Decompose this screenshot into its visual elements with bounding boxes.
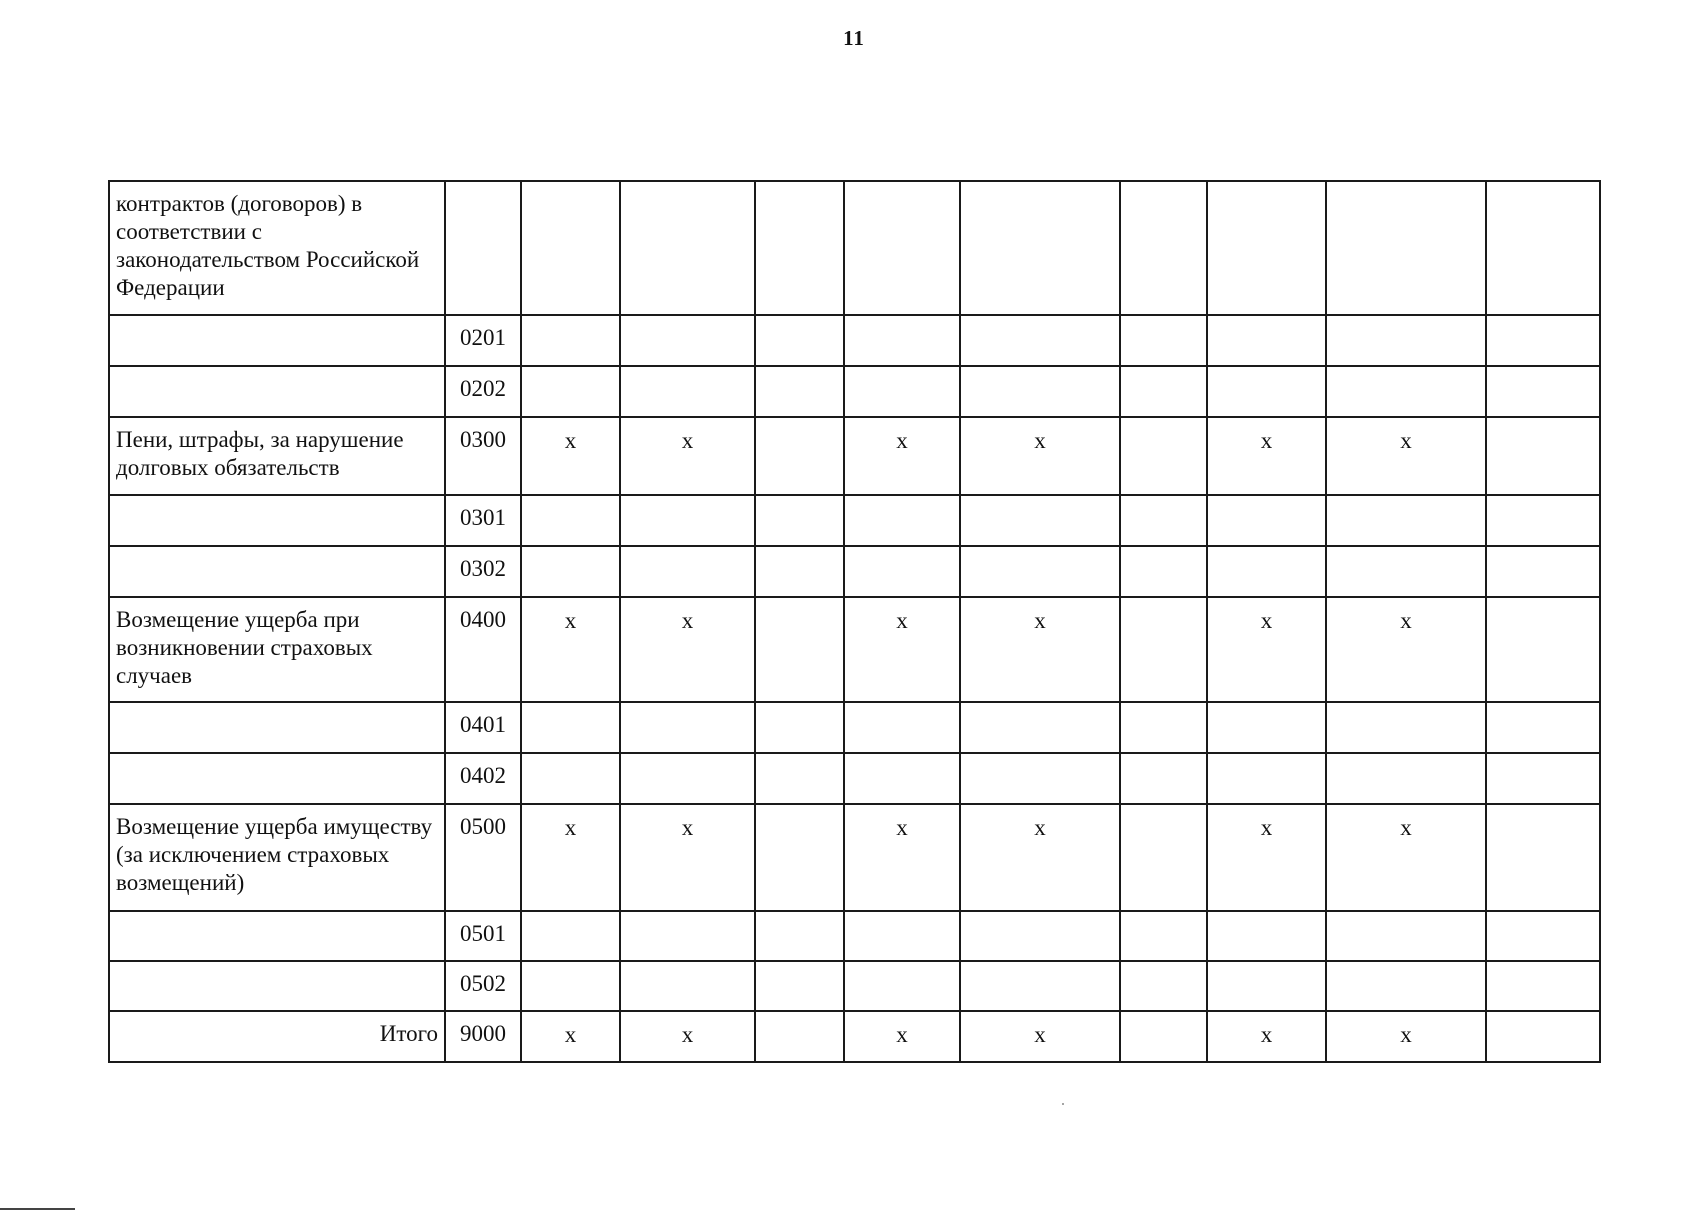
value-cell-col-4 (844, 495, 960, 546)
value-cell-col-8 (1326, 546, 1486, 597)
table-row (109, 702, 1600, 753)
value-cell-col-9 (1486, 546, 1600, 597)
table-row (109, 315, 1600, 366)
value-cell-col-7: x (1207, 804, 1326, 911)
table-row (109, 417, 1600, 495)
value-cell-col-3 (755, 1011, 844, 1062)
row-code-cell: 0202 (445, 366, 521, 417)
value-cell-col-3 (755, 911, 844, 961)
value-cell-col-5 (960, 181, 1120, 315)
value-cell-col-7 (1207, 366, 1326, 417)
value-cell-col-6 (1120, 804, 1207, 911)
value-cell-col-6 (1120, 1011, 1207, 1062)
value-cell-col-9 (1486, 753, 1600, 804)
value-cell-col-7: x (1207, 597, 1326, 702)
value-cell-col-3 (755, 702, 844, 753)
row-name-cell (109, 315, 445, 366)
table-row (109, 1011, 1600, 1062)
value-cell-col-1 (521, 546, 620, 597)
value-cell-col-7 (1207, 315, 1326, 366)
table-row (109, 546, 1600, 597)
value-cell-col-4 (844, 702, 960, 753)
value-cell-col-7 (1207, 546, 1326, 597)
row-name-cell: Возмещение ущерба при возникновении страховых случаев (109, 597, 445, 702)
table-row (109, 753, 1600, 804)
row-code-cell: 0500 (445, 804, 521, 911)
value-cell-col-1: x (521, 597, 620, 702)
value-cell-col-9 (1486, 495, 1600, 546)
value-cell-col-1 (521, 366, 620, 417)
value-cell-col-9 (1486, 911, 1600, 961)
table-row (109, 911, 1600, 961)
value-cell-col-4 (844, 911, 960, 961)
value-cell-col-5 (960, 753, 1120, 804)
value-cell-col-8 (1326, 181, 1486, 315)
value-cell-col-1 (521, 181, 620, 315)
value-cell-col-6 (1120, 961, 1207, 1011)
value-cell-col-2: x (620, 1011, 755, 1062)
row-code-cell: 0302 (445, 546, 521, 597)
report-table (108, 180, 1601, 1063)
value-cell-col-5: x (960, 1011, 1120, 1062)
value-cell-col-4 (844, 546, 960, 597)
value-cell-col-4: x (844, 417, 960, 495)
value-cell-col-8 (1326, 753, 1486, 804)
row-code-cell: 0400 (445, 597, 521, 702)
value-cell-col-6 (1120, 702, 1207, 753)
value-cell-col-9 (1486, 597, 1600, 702)
value-cell-col-5 (960, 546, 1120, 597)
value-cell-col-8 (1326, 315, 1486, 366)
row-code-cell: 0502 (445, 961, 521, 1011)
row-name-cell (109, 546, 445, 597)
value-cell-col-2 (620, 911, 755, 961)
value-cell-col-6 (1120, 366, 1207, 417)
value-cell-col-2: x (620, 597, 755, 702)
row-name-cell: контрактов (договоров) в соответствии с законодательством Российской Федерации (109, 181, 445, 315)
row-code-cell: 9000 (445, 1011, 521, 1062)
value-cell-col-7 (1207, 961, 1326, 1011)
value-cell-col-1 (521, 315, 620, 366)
value-cell-col-1 (521, 753, 620, 804)
table-body (109, 181, 1600, 1062)
value-cell-col-3 (755, 753, 844, 804)
value-cell-col-5 (960, 315, 1120, 366)
value-cell-col-1 (521, 961, 620, 1011)
value-cell-col-3 (755, 961, 844, 1011)
value-cell-col-6 (1120, 911, 1207, 961)
value-cell-col-7 (1207, 181, 1326, 315)
row-code-cell: 0300 (445, 417, 521, 495)
value-cell-col-6 (1120, 495, 1207, 546)
value-cell-col-8 (1326, 495, 1486, 546)
table-row (109, 804, 1600, 911)
table-row (109, 597, 1600, 702)
value-cell-col-2 (620, 495, 755, 546)
value-cell-col-9 (1486, 366, 1600, 417)
value-cell-col-6 (1120, 417, 1207, 495)
row-name-cell: Пени, штрафы, за нарушение долговых обязательств (109, 417, 445, 495)
value-cell-col-3 (755, 315, 844, 366)
value-cell-col-5: x (960, 417, 1120, 495)
value-cell-col-8 (1326, 702, 1486, 753)
value-cell-col-7 (1207, 495, 1326, 546)
table-row (109, 181, 1600, 315)
value-cell-col-5: x (960, 804, 1120, 911)
row-code-cell: 0301 (445, 495, 521, 546)
value-cell-col-3 (755, 181, 844, 315)
value-cell-col-8: x (1326, 804, 1486, 911)
value-cell-col-1 (521, 702, 620, 753)
row-code-cell (445, 181, 521, 315)
row-name-cell (109, 961, 445, 1011)
value-cell-col-5 (960, 366, 1120, 417)
value-cell-col-6 (1120, 315, 1207, 366)
value-cell-col-5 (960, 495, 1120, 546)
value-cell-col-9 (1486, 804, 1600, 911)
value-cell-col-8: x (1326, 597, 1486, 702)
value-cell-col-9 (1486, 702, 1600, 753)
value-cell-col-2 (620, 546, 755, 597)
value-cell-col-7 (1207, 702, 1326, 753)
table-row (109, 366, 1600, 417)
value-cell-col-4 (844, 366, 960, 417)
value-cell-col-2: x (620, 804, 755, 911)
value-cell-col-5: x (960, 597, 1120, 702)
value-cell-col-7: x (1207, 1011, 1326, 1062)
value-cell-col-3 (755, 597, 844, 702)
value-cell-col-9 (1486, 181, 1600, 315)
value-cell-col-6 (1120, 597, 1207, 702)
value-cell-col-6 (1120, 546, 1207, 597)
row-name-cell (109, 753, 445, 804)
value-cell-col-4: x (844, 597, 960, 702)
value-cell-col-2 (620, 366, 755, 417)
page-number: 11 (843, 26, 865, 50)
value-cell-col-5 (960, 911, 1120, 961)
value-cell-col-4: x (844, 1011, 960, 1062)
value-cell-col-6 (1120, 753, 1207, 804)
value-cell-col-6 (1120, 181, 1207, 315)
value-cell-col-2 (620, 315, 755, 366)
value-cell-col-7 (1207, 753, 1326, 804)
value-cell-col-2: x (620, 417, 755, 495)
table-row (109, 495, 1600, 546)
row-name-cell (109, 702, 445, 753)
value-cell-col-9 (1486, 961, 1600, 1011)
value-cell-col-1: x (521, 417, 620, 495)
value-cell-col-5 (960, 702, 1120, 753)
value-cell-col-8: x (1326, 1011, 1486, 1062)
row-code-cell: 0402 (445, 753, 521, 804)
value-cell-col-5 (960, 961, 1120, 1011)
value-cell-col-2 (620, 753, 755, 804)
value-cell-col-1 (521, 911, 620, 961)
row-name-cell (109, 911, 445, 961)
value-cell-col-1 (521, 495, 620, 546)
value-cell-col-8: x (1326, 417, 1486, 495)
value-cell-col-1: x (521, 1011, 620, 1062)
value-cell-col-8 (1326, 366, 1486, 417)
value-cell-col-1: x (521, 804, 620, 911)
value-cell-col-9 (1486, 417, 1600, 495)
value-cell-col-7 (1207, 911, 1326, 961)
row-code-cell: 0501 (445, 911, 521, 961)
value-cell-col-4 (844, 961, 960, 1011)
value-cell-col-3 (755, 417, 844, 495)
value-cell-col-2 (620, 181, 755, 315)
value-cell-col-2 (620, 702, 755, 753)
value-cell-col-3 (755, 495, 844, 546)
value-cell-col-8 (1326, 961, 1486, 1011)
value-cell-col-8 (1326, 911, 1486, 961)
value-cell-col-7: x (1207, 417, 1326, 495)
scan-speck (1062, 1103, 1064, 1105)
value-cell-col-2 (620, 961, 755, 1011)
value-cell-col-4 (844, 315, 960, 366)
value-cell-col-4 (844, 753, 960, 804)
value-cell-col-3 (755, 804, 844, 911)
value-cell-col-9 (1486, 1011, 1600, 1062)
value-cell-col-9 (1486, 315, 1600, 366)
row-name-cell (109, 366, 445, 417)
value-cell-col-4 (844, 181, 960, 315)
row-code-cell: 0401 (445, 702, 521, 753)
row-code-cell: 0201 (445, 315, 521, 366)
value-cell-col-3 (755, 366, 844, 417)
table-row (109, 961, 1600, 1011)
total-label-cell: Итого (109, 1011, 445, 1062)
row-name-cell: Возмещение ущерба имуществу (за исключением страховых возмещений) (109, 804, 445, 911)
row-name-cell (109, 495, 445, 546)
value-cell-col-3 (755, 546, 844, 597)
value-cell-col-4: x (844, 804, 960, 911)
